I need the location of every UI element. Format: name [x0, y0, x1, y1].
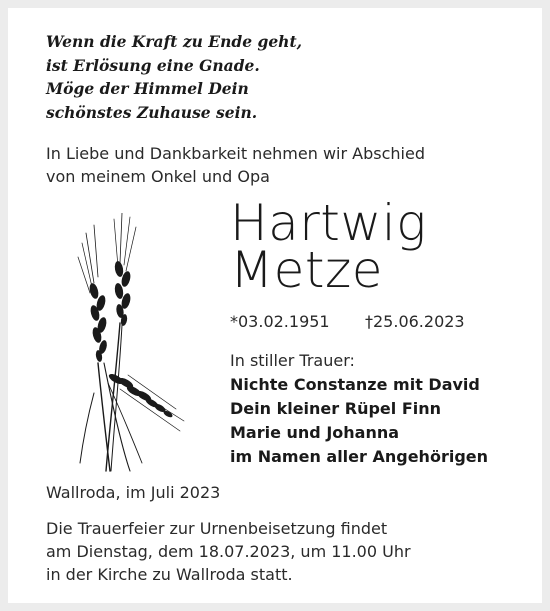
mourner-name: Marie und Johanna [230, 423, 400, 442]
life-dates [230, 311, 530, 333]
mourners-heading: In stiller Trauer: [230, 351, 355, 370]
ceremony-line: am Dienstag, dem 18.07.2023, um 11.00 Uhr [46, 542, 411, 561]
verse-line: Wenn die Kraft zu Ende geht, [46, 32, 302, 51]
mourner-name: im Namen aller Angehörigen [230, 447, 489, 466]
deceased-name [230, 194, 530, 299]
intro-line: von meinem Onkel und Opa [46, 167, 270, 186]
last-name: Metze [230, 241, 384, 299]
ceremony-info [46, 517, 526, 586]
mourner-name: Dein kleiner Rüpel Finn [230, 399, 442, 418]
death-date: †25.06.2023 [365, 312, 465, 331]
place-and-date: Wallroda, im Juli 2023 [46, 483, 221, 502]
mourner-name: Nichte Constanze mit David [230, 375, 480, 394]
ceremony-line: Die Trauerfeier zur Urnenbeisetzung findet [46, 519, 388, 538]
obituary-card [8, 8, 542, 603]
verse-line: schönstes Zuhause sein. [46, 102, 258, 122]
memorial-verse [46, 30, 526, 124]
first-name: Hartwig [230, 194, 427, 252]
farewell-intro [46, 142, 526, 188]
ceremony-line: in der Kirche zu Wallroda statt. [46, 565, 293, 584]
birth-date: *03.02.1951 [230, 312, 330, 331]
wheat-illustration [64, 213, 188, 475]
verse-line: Möge der Himmel Dein [46, 79, 249, 98]
mourners-list [230, 349, 540, 469]
intro-line: In Liebe und Dankbarkeit nehmen wir Abschied [46, 144, 425, 163]
verse-line: ist Erlösung eine Gnade. [46, 55, 260, 75]
